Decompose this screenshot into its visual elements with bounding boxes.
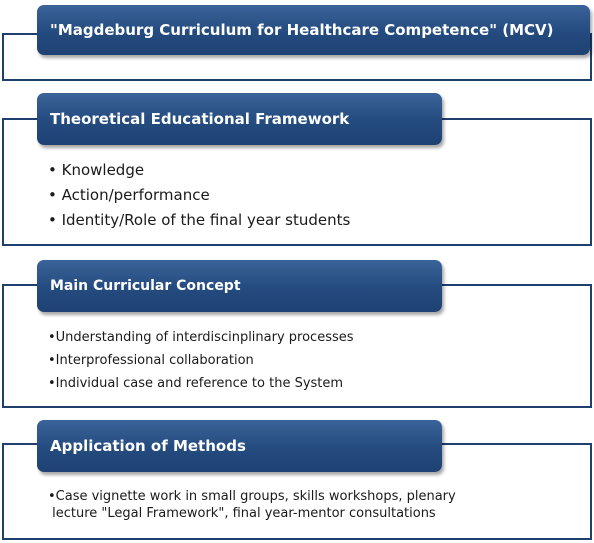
framework-bullet-list [48,158,350,233]
framework-bullet-item: • Knowledge [48,161,145,179]
mcv-title-text: "Magdeburg Curriculum for Healthcare Competence" (MCV) [50,21,554,39]
methods-bullet-list [48,488,456,522]
section-title-framework [37,93,442,145]
methods-bullet-item: •Case vignette work in small groups, skills workshops, plenary [48,489,456,504]
framework-bullet-item: • Action/performance [48,186,210,204]
methods-title-text: Application of Methods [50,437,246,455]
framework-title-text: Theoretical Educational Framework [50,110,350,128]
framework-bullet-item: • Identity/Role of the final year students [48,211,351,229]
methods-bullet-item: lecture "Legal Framework", final year-mentor consultations [48,506,436,521]
concept-title-text: Main Curricular Concept [50,278,241,294]
concept-bullet-item: •Understanding of interdiscinplinary processes [48,330,354,345]
section-title-concept [37,260,442,312]
concept-bullet-list [48,326,354,395]
concept-bullet-item: •Individual case and reference to the System [48,376,344,391]
concept-bullet-item: •Interprofessional collaboration [48,353,254,368]
section-title-methods [37,420,442,472]
section-title-mcv [37,5,590,55]
